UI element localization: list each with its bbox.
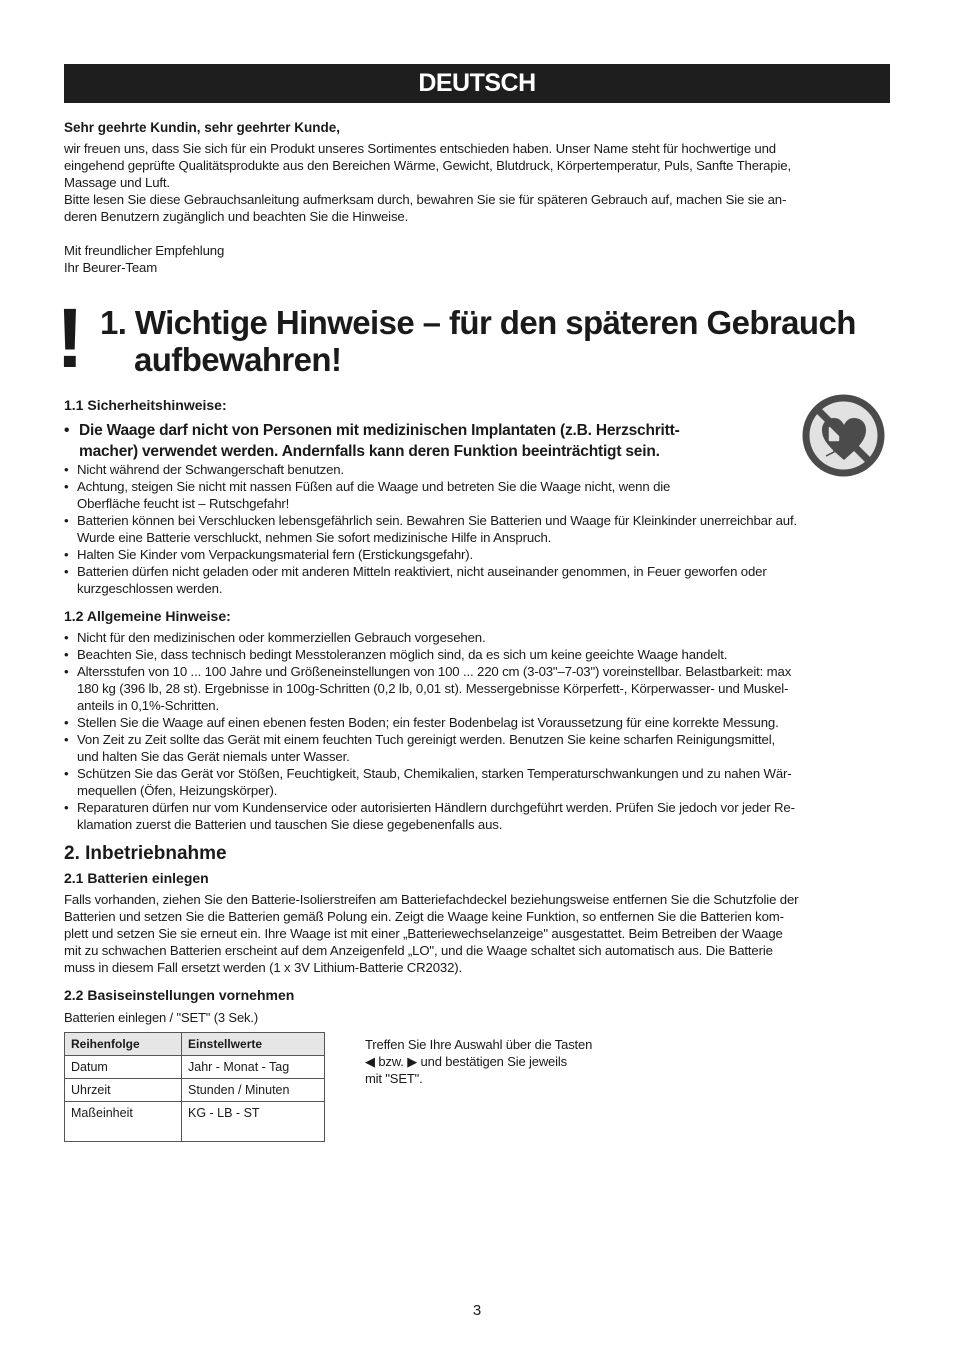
- implant-warning-item: [64, 420, 680, 462]
- settings-intro: Batterien einlegen / "SET" (3 Sek.): [64, 1010, 259, 1025]
- list-item-text: Oberfläche feucht ist – Rutschgefahr!: [77, 496, 290, 511]
- greeting: Sehr geehrte Kundin, sehr geehrter Kunde,: [64, 120, 341, 135]
- list-item-text: • Nicht für den medizinischen oder kommerziellen Gebrauch vorgesehen.: [77, 630, 486, 645]
- list-item: [64, 512, 797, 546]
- list-item: [64, 663, 795, 714]
- side-note-line: [365, 1053, 592, 1070]
- safety-list: [64, 461, 797, 597]
- section2-title: 2. Inbetriebnahme: [64, 843, 227, 864]
- list-item: [64, 563, 797, 597]
- list-item: [64, 546, 797, 563]
- language-header: DEUTSCH: [64, 64, 890, 103]
- section2-1-title: 2.1 Batterien einlegen: [64, 870, 209, 886]
- side-note-confirm: und bestätigen Sie jeweils: [420, 1054, 567, 1069]
- table-cell: Maßeinheit: [65, 1102, 182, 1142]
- side-note-bzw: bzw.: [378, 1054, 404, 1069]
- list-item-text: kurzgeschlossen werden.: [77, 581, 223, 596]
- list-item-text: anteils in 0,1%-Schritten.: [77, 698, 219, 713]
- arrow-right-icon: ▶: [407, 1054, 418, 1069]
- list-item-text: • Achtung, steigen Sie nicht mit nassen Füßen auf die Waage und betreten Sie die Waage nicht, wenn die: [77, 479, 671, 494]
- list-item-text: • Beachten Sie, dass technisch bedingt Messtoleranzen möglich sind, da es sich um keine geeichte Waage handelt.: [77, 647, 728, 662]
- closing-line: Ihr Beurer-Team: [64, 260, 158, 275]
- section1-title-line: aufbewahren!: [134, 341, 342, 378]
- battery-line: Falls vorhanden, ziehen Sie den Batterie-Isolierstreifen am Batteriefachdeckel beziehungsweise entfernen Sie die Schutzfolie der: [64, 892, 799, 907]
- section1-1-title: 1.1 Sicherheitshinweise:: [64, 397, 227, 413]
- table-cell: KG - LB - ST: [182, 1102, 325, 1142]
- intro-line: Massage und Luft.: [64, 175, 170, 190]
- table-row: [65, 1079, 325, 1102]
- battery-line: plett und setzen Sie sie erneut ein. Ihre Waage ist mit einer „Batteriewechselanzeige" ausgestattet. Beim Betreiben der Waage: [64, 926, 783, 941]
- intro-line: eingehend geprüfte Qualitätsprodukte aus den Bereichen Wärme, Gewicht, Blutdruck, Körpertemperatur, Puls, Sanfte Therapie,: [64, 158, 791, 173]
- table-cell: Jahr - Monat - Tag: [182, 1056, 325, 1079]
- arrow-left-icon: ◀: [365, 1054, 375, 1069]
- implant-warning: [64, 420, 680, 462]
- intro-paragraph: [64, 140, 791, 225]
- list-item: [64, 765, 795, 799]
- list-item: [64, 799, 795, 833]
- page-number: 3: [472, 1302, 482, 1319]
- list-item-text: • Altersstufen von 10 ... 100 Jahre und Größeneinstellungen von 100 ... 220 cm (3-03"–7-03") voreinstellbar. Belastbarkeit: max: [77, 664, 792, 679]
- section1-title-line: 1. Wichtige Hinweise – für den späteren Gebrauch: [100, 304, 856, 341]
- list-item: [64, 461, 797, 478]
- list-item-text: Wurde eine Batterie verschluckt, nehmen Sie sofort medizinische Hilfe in Anspruch.: [77, 530, 552, 545]
- battery-line: mit zu schwachen Batterien erscheint auf dem Anzeigenfeld „LO", und die Waage schaltet sich automatisch aus. Die Batterie: [64, 943, 773, 958]
- list-item-text: klamation zuerst die Batterien und tauschen Sie diese gegebenenfalls aus.: [77, 817, 503, 832]
- table-cell: Datum: [65, 1056, 182, 1079]
- list-item: [64, 731, 795, 765]
- list-item-text: • Nicht während der Schwangerschaft benutzen.: [77, 462, 344, 477]
- list-item-text: 180 kg (396 lb, 28 st). Ergebnisse in 100g-Schritten (0,2 lb, 0,01 st). Messergebnisse Körperfett-, Körperwasser- und Muskel-: [77, 681, 789, 696]
- table-row: [65, 1056, 325, 1079]
- settings-table: [64, 1032, 325, 1142]
- list-item-text: • Von Zeit zu Zeit sollte das Gerät mit einem feuchten Tuch gereinigt werden. Benutzen Sie keine scharfen Reinigungsmittel,: [77, 732, 776, 747]
- list-item: [64, 714, 795, 731]
- list-item-text: • Halten Sie Kinder vom Verpackungsmaterial fern (Erstickungsgefahr).: [77, 547, 474, 562]
- warning-exclamation: !: [56, 291, 84, 385]
- table-header-row: [65, 1033, 325, 1056]
- battery-paragraph: [64, 891, 798, 976]
- table-row: [65, 1102, 325, 1142]
- implant-warning-line: macher) verwendet werden. Andernfalls kann deren Funktion beeinträchtigt sein.: [79, 443, 660, 460]
- battery-line: muss in diesem Fall ersetzt werden (1 x 3V Lithium-Batterie CR2032).: [64, 960, 463, 975]
- section1-2-title: 1.2 Allgemeine Hinweise:: [64, 608, 231, 624]
- list-item-text: • Schützen Sie das Gerät vor Stößen, Feuchtigkeit, Staub, Chemikalien, starken Temperaturschwankungen und zu nahen Wär-: [77, 766, 792, 781]
- settings-side-note: [365, 1036, 592, 1087]
- intro-line: deren Benutzern zugänglich und beachten Sie die Hinweise.: [64, 209, 409, 224]
- section1-title: [100, 304, 856, 378]
- list-item: [64, 629, 795, 646]
- side-note-line: mit "SET".: [365, 1071, 423, 1086]
- closing: [64, 242, 224, 276]
- list-item: [64, 646, 795, 663]
- table-cell: Stunden / Minuten: [182, 1079, 325, 1102]
- general-list: [64, 629, 795, 833]
- intro-line: wir freuen uns, dass Sie sich für ein Produkt unseres Sortimentes entschieden haben. Unser Name steht für hochwertige und: [64, 141, 776, 156]
- table-header-order: Reihenfolge: [65, 1033, 182, 1056]
- side-note-line: Treffen Sie Ihre Auswahl über die Tasten: [365, 1037, 593, 1052]
- list-item-text: mequellen (Öfen, Heizungskörper).: [77, 783, 278, 798]
- list-item: [64, 478, 797, 512]
- intro-line: Bitte lesen Sie diese Gebrauchsanleitung aufmerksam durch, bewahren Sie sie für späteren Gebrauch auf, machen Sie sie an-: [64, 192, 787, 207]
- table-cell: Uhrzeit: [65, 1079, 182, 1102]
- section2-2-title: 2.2 Basiseinstellungen vornehmen: [64, 987, 295, 1003]
- list-item-text: • Batterien können bei Verschlucken lebensgefährlich sein. Bewahren Sie Batterien und Waage für Kleinkinder unerreichbar auf.: [77, 513, 798, 528]
- no-pacemaker-icon: [800, 392, 887, 479]
- closing-line: Mit freundlicher Empfehlung: [64, 243, 225, 258]
- implant-warning-line: • Die Waage darf nicht von Personen mit medizinischen Implantaten (z.B. Herzschritt-: [79, 422, 680, 439]
- list-item-text: • Stellen Sie die Waage auf einen ebenen festen Boden; ein fester Bodenbelag ist Voraussetzung für eine korrekte Messung.: [77, 715, 779, 730]
- list-item-text: • Reparaturen dürfen nur vom Kundenservice oder autorisierten Händlern durchgeführt werden. Prüfen Sie jedoch vor jeder Re-: [77, 800, 795, 815]
- battery-line: Batterien und setzen Sie die Batterien gemäß Polung ein. Zeigt die Waage keine Funktion, so entfernen Sie die Batterien kom-: [64, 909, 784, 924]
- settings-table-wrap: [64, 1032, 325, 1142]
- list-item-text: und halten Sie das Gerät niemals unter Wasser.: [77, 749, 350, 764]
- table-header-values: Einstellwerte: [182, 1033, 325, 1056]
- list-item-text: • Batterien dürfen nicht geladen oder mit anderen Mitteln reaktiviert, nicht auseinander genommen, in Feuer geworfen oder: [77, 564, 767, 579]
